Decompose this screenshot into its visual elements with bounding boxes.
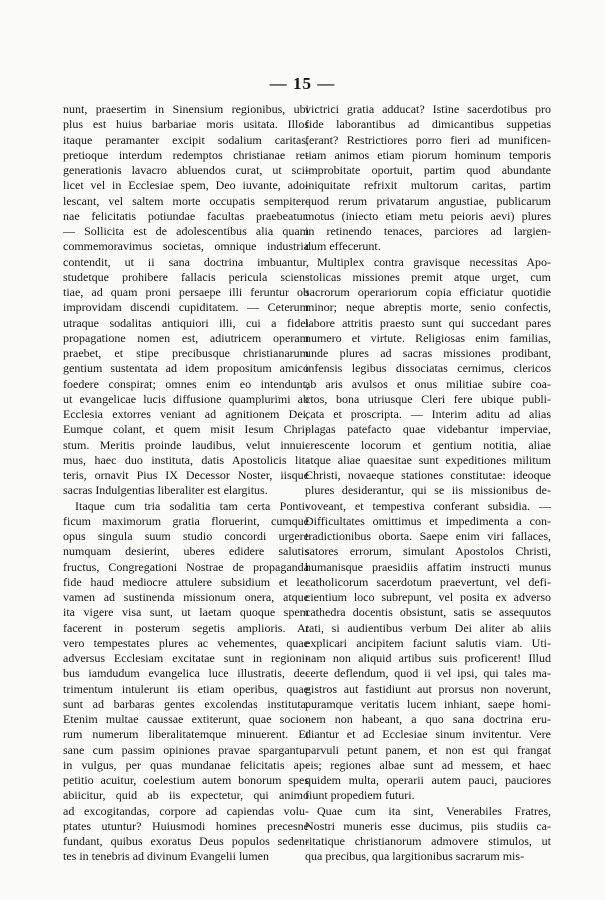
text-line: vamen ad sustinenda missionum onera, atque (63, 590, 309, 604)
text-line: ctos, bona utriusque Cleri fere ubique publi- (305, 391, 551, 406)
text-line: plus est huius barbariae moris usitata. Illos (63, 117, 309, 132)
text-line: pretioque interdum redemptos christianae re- (63, 147, 309, 162)
text-line: parvuli petunt panem, et non est qui frangat (305, 742, 551, 757)
text-line: nam non aliquid artibus suis proficerent! Illud (305, 651, 551, 665)
text-line: ptates utuntur? Huiusmodi homines precesne (63, 818, 309, 833)
text-line: stolicas missiones premit atque urget, cum (305, 269, 551, 284)
text-line: plures desiderantur, qui se iis missionibus de- (305, 483, 551, 498)
text-line: rati, si audientibus verbum Dei aliter ab aliis (305, 620, 551, 635)
text-line: in retinendo tenaces, parciores ad largien- (305, 224, 551, 238)
text-line: fundant, quibus exoratus Deus populos seden- (63, 834, 309, 848)
text-line: Nostri muneris esse ducimus, piis studiis ca- (305, 818, 551, 833)
text-line: stum. Meritis proinde laudibus, velut innui- (63, 437, 309, 452)
text-line: foedere conspirat; omnes enim eo intendunt, (63, 376, 309, 391)
text-line: Ecclesia extorres veniant ad agnitionem Dei, (63, 407, 309, 421)
text-line: certe deflendum, quod ii vel ipsi, qui tales ma- (305, 666, 551, 681)
text-line: Quae cum ita sint, Venerabiles Fratres, (317, 803, 551, 818)
text-line: catholicorum sacerdotum praevertunt, vel defi- (305, 574, 551, 589)
text-line: rum numerum liberalitatemque minuerent. Et (63, 727, 309, 742)
text-line: ut evangelicae lucis diffusione quamplurimi ab (63, 391, 309, 406)
text-line: plagas patefacto quae videbantur imperviae, (305, 422, 551, 437)
text-line: diantur et ad Ecclesiae sinum invitentur. Vere (305, 727, 551, 742)
text-line: praebet, et stipe precibusque christianarum (63, 346, 309, 360)
text-line: iniquitate refrixit multorum caritas, partim (305, 178, 551, 193)
text-line: trimentum intulerunt iis etiam operibus, quae (63, 681, 309, 696)
text-line: ad excogitandas, corpore ad capiendas volu- (63, 803, 309, 818)
text-line: vero tempestates plures ac vehementes, quae (63, 635, 309, 650)
text-line: gistros aut fastidiunt aut prorsus non noverunt, (305, 681, 551, 696)
text-line: Difficultates omittimus et impedimenta a con- (305, 513, 551, 528)
text-line: itaque peramanter excipit sodalium caritas, (63, 132, 309, 147)
text-line: unde plures ad sacras missiones prodibant, (305, 346, 551, 360)
text-line: fiunt propediem futuri. (305, 788, 415, 803)
text-line: commemoravimus societas, omnique industria (63, 239, 309, 254)
text-line: Multiplex contra gravisque necessitas Apo- (317, 254, 551, 269)
text-line: improvidam discendi cupiditatem. — Ceterum (63, 300, 309, 315)
text-line: motus (iniecto etiam metu peioris aevi) plures (305, 208, 551, 223)
text-line: tes in tenebris ad divinum Evangelii lumen (63, 849, 269, 864)
text-line: generationis lavacro abluendos curat, ut sci- (63, 163, 309, 177)
text-line: cathedra docentis obsistunt, satis se assequutos (305, 605, 551, 620)
text-line: contendit, ut ii sana doctrina imbuantur, (63, 254, 309, 269)
text-line: nunt, praesertim in Sinensium regionibus, ubi (63, 102, 309, 116)
text-line: ritatique christianorum admovere stimulos, ut (305, 834, 551, 848)
page-number: — 15 — (269, 74, 336, 93)
text-line: sacras Indulgentias liberaliter est elargitus. (63, 483, 268, 498)
text-line: petitio acuitur, coelestium autem bonorum spes (63, 773, 309, 787)
text-line: ferant? Restrictiores porro fieri ad munificen- (305, 132, 551, 147)
text-line: mus, haec duo instituta, datis Apostolicis lit- (63, 452, 309, 467)
text-line: adversus Ecclesiam excitatae sunt in regioni- (63, 651, 309, 665)
text-line: qua precibus, qua largitionibus sacrarum mis- (305, 849, 525, 864)
text-line: nae felicitatis potiundae facultas praebeatur. (63, 208, 309, 223)
text-line: tradictionibus oborta. Saepe enim viri fallaces, (305, 529, 551, 543)
text-line: — Sollicita est de adolescentibus alia quam (63, 224, 309, 238)
text-line: explicari ancipitem faciunt salutis viam. Uti- (305, 635, 551, 650)
text-line: Etenim multae caussae extiterunt, quae socio- (63, 712, 309, 726)
text-line: dum effecerunt. (305, 239, 381, 254)
text-line: voveant, et tempestiva conferant subsidia. — (305, 498, 551, 513)
text-line: utraque sodalitas antiquiori illi, cui a fidei (63, 315, 309, 330)
text-line: quidem multa, operarii autem pauci, pauciores (305, 773, 551, 787)
text-line: ab aris avulsos et onus militiae subire coa- (305, 376, 551, 391)
text-line: fide haud mediocre attulere subsidium et le- (63, 574, 309, 589)
text-line: Christi, novaeque stationes constitutae: ideoque (305, 468, 551, 482)
text-line: sunt ad barbaras gentes excolendas instituta. (63, 696, 309, 711)
text-line: ficum maximorum gratia floruerint, cumque (63, 513, 309, 528)
text-line: abiicitur, quid ab iis expectetur, qui animo (63, 788, 309, 803)
text-line: minor; neque abreptis morte, senio confectis, (305, 300, 551, 315)
text-line: teris, ornavit Pius IX Decessor Noster, iisque (63, 468, 309, 482)
text-line: humanisque praesidiis affatim instructi munus (305, 559, 551, 574)
text-line: improbitate oportuit, partim quod abundante (305, 163, 551, 177)
text-line: sane cum passim opiniones pravae spargantur (63, 742, 309, 757)
text-line: licet vel in Ecclesiae spem, Deo iuvante, ado- (63, 178, 309, 193)
text-line: numquam desierint, uberes edidere salutis (63, 544, 309, 559)
right-column (305, 102, 551, 865)
text-line: satores errorum, simulant Apostolos Christi, (305, 544, 551, 559)
text-line: quod rerum privatarum angustiae, publicarum (305, 193, 551, 208)
text-line: victrici gratia adducat? Istine sacerdotibus pro (305, 102, 551, 116)
text-line: gentium sustentata ad idem propositum amico (63, 361, 309, 376)
text-line: atque aliae quaesitae sunt expeditiones militum (305, 452, 551, 467)
text-line: in vulgus, per quas mundanae felicitatis ap- (63, 757, 309, 772)
text-line: nem non habeant, a quo sana doctrina eru- (305, 712, 551, 726)
text-line: puramque veritatis lucem inhiant, saepe homi- (305, 696, 551, 711)
text-line: cientium loco subrepunt, vel posita ex adverso (305, 590, 551, 604)
text-line: lescant, vel saltem morte occupatis sempiter- (63, 193, 309, 208)
text-line: numero et virtute. Religiosas enim familias, (305, 330, 551, 345)
text-line: opus singula suum studio concordi urgere (63, 529, 309, 543)
text-line: sacrorum operariorum copia efficiatur quotidie (305, 285, 551, 299)
text-line: ita vigere visa sunt, ut laetam quoque spem (63, 605, 309, 620)
text-line: propagatione nomen est, adiutricem operam (63, 330, 309, 345)
text-line: Itaque cum tria sodalitia tam certa Ponti- (75, 498, 309, 513)
text-line: Eumque colant, et quem misit Iesum Chri- (63, 422, 309, 437)
text-line: infensis legibus dissociatas cernimus, clericos (305, 361, 551, 376)
text-line: studetque prohibere fallacis pericula scien- (63, 269, 309, 284)
text-line: facerent in posterum segetis amplioris. At (63, 620, 309, 635)
text-line: fide laborantibus ad dimicantibus suppetias (305, 117, 551, 132)
text-line: cata et proscripta. — Interim aditu ad alias (305, 407, 551, 421)
text-line: tiae, ad quam proni persaepe illi feruntur ob (63, 285, 309, 299)
text-line: labore attritis praesto sunt qui succedant pares (305, 315, 551, 330)
left-column (63, 102, 309, 865)
text-line: tiam animos etiam piorum hominum temporis (305, 147, 551, 162)
text-line: crescente locorum et gentium notitia, aliae (305, 437, 551, 452)
text-line: fructus, Congregationi Nostrae de propaganda (63, 559, 309, 574)
text-line: bus iamdudum evangelica luce illustratis, de- (63, 666, 309, 681)
text-line: eis; regiones albae sunt ad messem, et haec (305, 757, 551, 772)
